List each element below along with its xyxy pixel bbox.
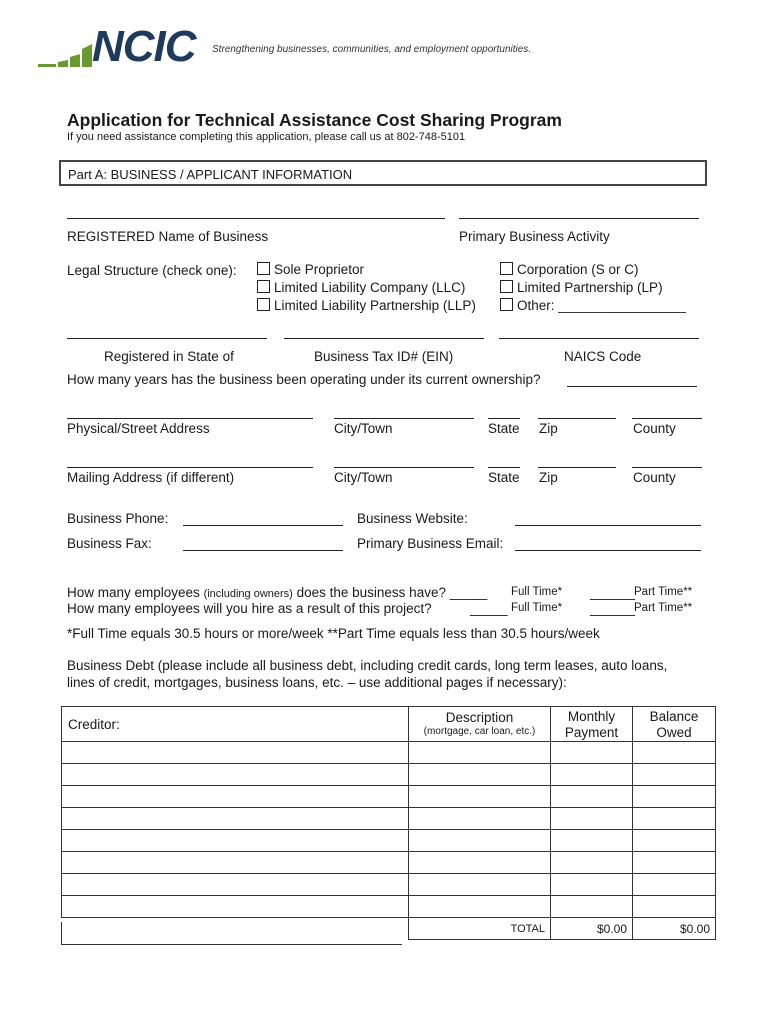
checkbox-icon[interactable] [500,280,513,293]
monthly-cell[interactable] [551,852,633,874]
logo [38,22,218,72]
total-row [62,918,716,940]
page-subtitle: If you need assistance completing this application, please call us at 802-748-5101 [67,131,466,143]
part-time-current-label: Part Time** [634,586,693,598]
part-time-hire-label: Part Time** [634,602,693,614]
balance-cell[interactable] [633,830,716,852]
balance-cell[interactable] [633,808,716,830]
mailing-address-label: Mailing Address (if different) [67,470,235,485]
registered-state-label: Registered in State of [104,349,234,364]
tagline: Strengthening businesses, communities, and employment opportunities. [212,44,532,55]
balance-cell[interactable] [633,742,716,764]
physical-zip-field[interactable] [538,418,616,419]
registered-name-field[interactable] [67,218,445,219]
checkbox-icon[interactable] [257,262,270,275]
physical-zip-label: Zip [539,421,558,436]
physical-city-field[interactable] [334,418,474,419]
debt-table [61,706,716,940]
monthly-cell[interactable] [551,742,633,764]
table-row[interactable] [62,830,716,852]
physical-state-field[interactable] [488,418,520,419]
total-balance-value: $0.00 [679,921,710,936]
full-time-hire-blank[interactable]: _____ [470,601,508,616]
col-creditor: Creditor: [62,707,409,742]
checkbox-icon[interactable] [257,298,270,311]
table-bottom-line [61,944,402,945]
table-row[interactable] [62,852,716,874]
fax-label: Business Fax: [67,536,152,551]
part-time-hire-blank[interactable]: ______ [590,601,636,616]
debt-intro-line-1: Business Debt (please include all business debt, including credit cards, long term leases, auto loans, [67,658,668,673]
monthly-cell[interactable] [551,830,633,852]
mailing-state-field[interactable] [488,467,520,468]
mailing-state-label: State [488,470,520,485]
monthly-cell[interactable] [551,896,633,918]
logo-bars-icon [38,30,100,70]
table-row[interactable] [62,786,716,808]
registered-state-field[interactable] [67,338,267,339]
page-title: Application for Technical Assistance Cost Sharing Program [67,110,562,130]
part-a-label: Part A: BUSINESS / APPLICANT INFORMATION [68,167,353,182]
tax-id-field[interactable] [284,338,484,339]
checkbox-other[interactable]: Other: _________________ [500,298,686,313]
balance-cell[interactable] [633,852,716,874]
creditor-cell[interactable] [62,874,409,896]
table-row[interactable] [62,896,716,918]
creditor-cell[interactable] [62,852,409,874]
mailing-address-field[interactable] [67,467,313,468]
employees-question-hire: How many employees will you hire as a result of this project? [67,601,432,616]
full-time-hire-label: Full Time* [511,602,563,614]
website-field[interactable] [515,525,701,526]
years-question: How many years has the business been operating under its current ownership? [67,372,541,387]
email-label: Primary Business Email: [357,536,504,551]
creditor-cell[interactable] [62,786,409,808]
phone-field[interactable] [183,525,343,526]
primary-activity-label: Primary Business Activity [459,229,610,244]
description-cell[interactable] [409,786,551,808]
description-cell[interactable] [409,896,551,918]
creditor-cell[interactable] [62,742,409,764]
total-monthly-cell [551,918,633,940]
primary-activity-field[interactable] [459,218,699,219]
total-label: TOTAL [510,922,545,935]
checkbox-icon[interactable] [500,298,513,311]
part-a-header [59,160,707,186]
total-label-cell [409,918,551,940]
description-cell[interactable] [409,764,551,786]
checkbox-lp[interactable]: Limited Partnership (LP) [500,280,663,295]
total-balance-cell [633,918,716,940]
creditor-cell[interactable] [62,808,409,830]
total-monthly-value: $0.00 [596,921,627,936]
phone-label: Business Phone: [67,511,169,526]
physical-county-label: County [633,421,676,436]
naics-field[interactable] [499,338,699,339]
naics-label: NAICS Code [564,349,642,364]
registered-name-label: REGISTERED Name of Business [67,229,269,244]
mailing-county-label: County [633,470,676,485]
email-field[interactable] [515,550,701,551]
years-field[interactable] [567,386,697,387]
col-description: Description (mortgage, car loan, etc.) [409,707,551,742]
physical-city-label: City/Town [334,421,393,436]
total-blank-cell [62,918,409,940]
physical-address-field[interactable] [67,418,313,419]
table-row[interactable] [62,742,716,764]
logo-text: NCIC [92,22,196,71]
description-cell[interactable] [409,808,551,830]
mailing-zip-field[interactable] [538,467,616,468]
mailing-county-field[interactable] [632,467,702,468]
full-time-current-label: Full Time* [511,586,563,598]
balance-cell[interactable] [633,786,716,808]
checkbox-icon[interactable] [500,262,513,275]
mailing-city-field[interactable] [334,467,474,468]
description-cell[interactable] [409,742,551,764]
table-row[interactable] [62,874,716,896]
employees-question-current: How many employees (including owners) does the business have? _____ [67,585,488,600]
legal-structure-label: Legal Structure (check one): [67,263,237,278]
table-bottom-border [61,922,62,945]
table-row[interactable] [62,808,716,830]
creditor-cell[interactable] [62,896,409,918]
physical-address-label: Physical/Street Address [67,421,210,436]
checkbox-llc[interactable]: Limited Liability Company (LLC) [257,280,465,295]
balance-cell[interactable] [633,764,716,786]
monthly-cell[interactable] [551,764,633,786]
physical-state-label: State [488,421,520,436]
creditor-cell[interactable] [62,830,409,852]
mailing-zip-label: Zip [539,470,558,485]
employee-footnote: *Full Time equals 30.5 hours or more/week **Part Time equals less than 30.5 hours/week [67,626,600,641]
monthly-cell[interactable] [551,874,633,896]
part-time-current-blank[interactable]: ______ [590,585,636,600]
description-cell[interactable] [409,852,551,874]
checkbox-icon[interactable] [257,280,270,293]
tax-id-label: Business Tax ID# (EIN) [314,349,454,364]
debt-intro-line-2: lines of credit, mortgages, business loans, etc. – use additional pages if necessary): [67,675,567,690]
balance-cell[interactable] [633,896,716,918]
checkbox-llp[interactable]: Limited Liability Partnership (LLP) [257,298,476,313]
creditor-cell[interactable] [62,764,409,786]
physical-county-field[interactable] [632,418,702,419]
monthly-cell[interactable] [551,808,633,830]
mailing-city-label: City/Town [334,470,393,485]
checkbox-corporation[interactable]: Corporation (S or C) [500,262,639,277]
col-monthly-payment: Monthly Payment [551,707,633,742]
checkbox-sole-proprietor[interactable]: Sole Proprietor [257,262,364,277]
debt-table-header [62,707,716,742]
website-label: Business Website: [357,511,468,526]
col-balance-owed: Balance Owed [633,707,716,742]
monthly-cell[interactable] [551,786,633,808]
fax-field[interactable] [183,550,343,551]
balance-cell[interactable] [633,874,716,896]
description-cell[interactable] [409,830,551,852]
description-cell[interactable] [409,874,551,896]
table-row[interactable] [62,764,716,786]
